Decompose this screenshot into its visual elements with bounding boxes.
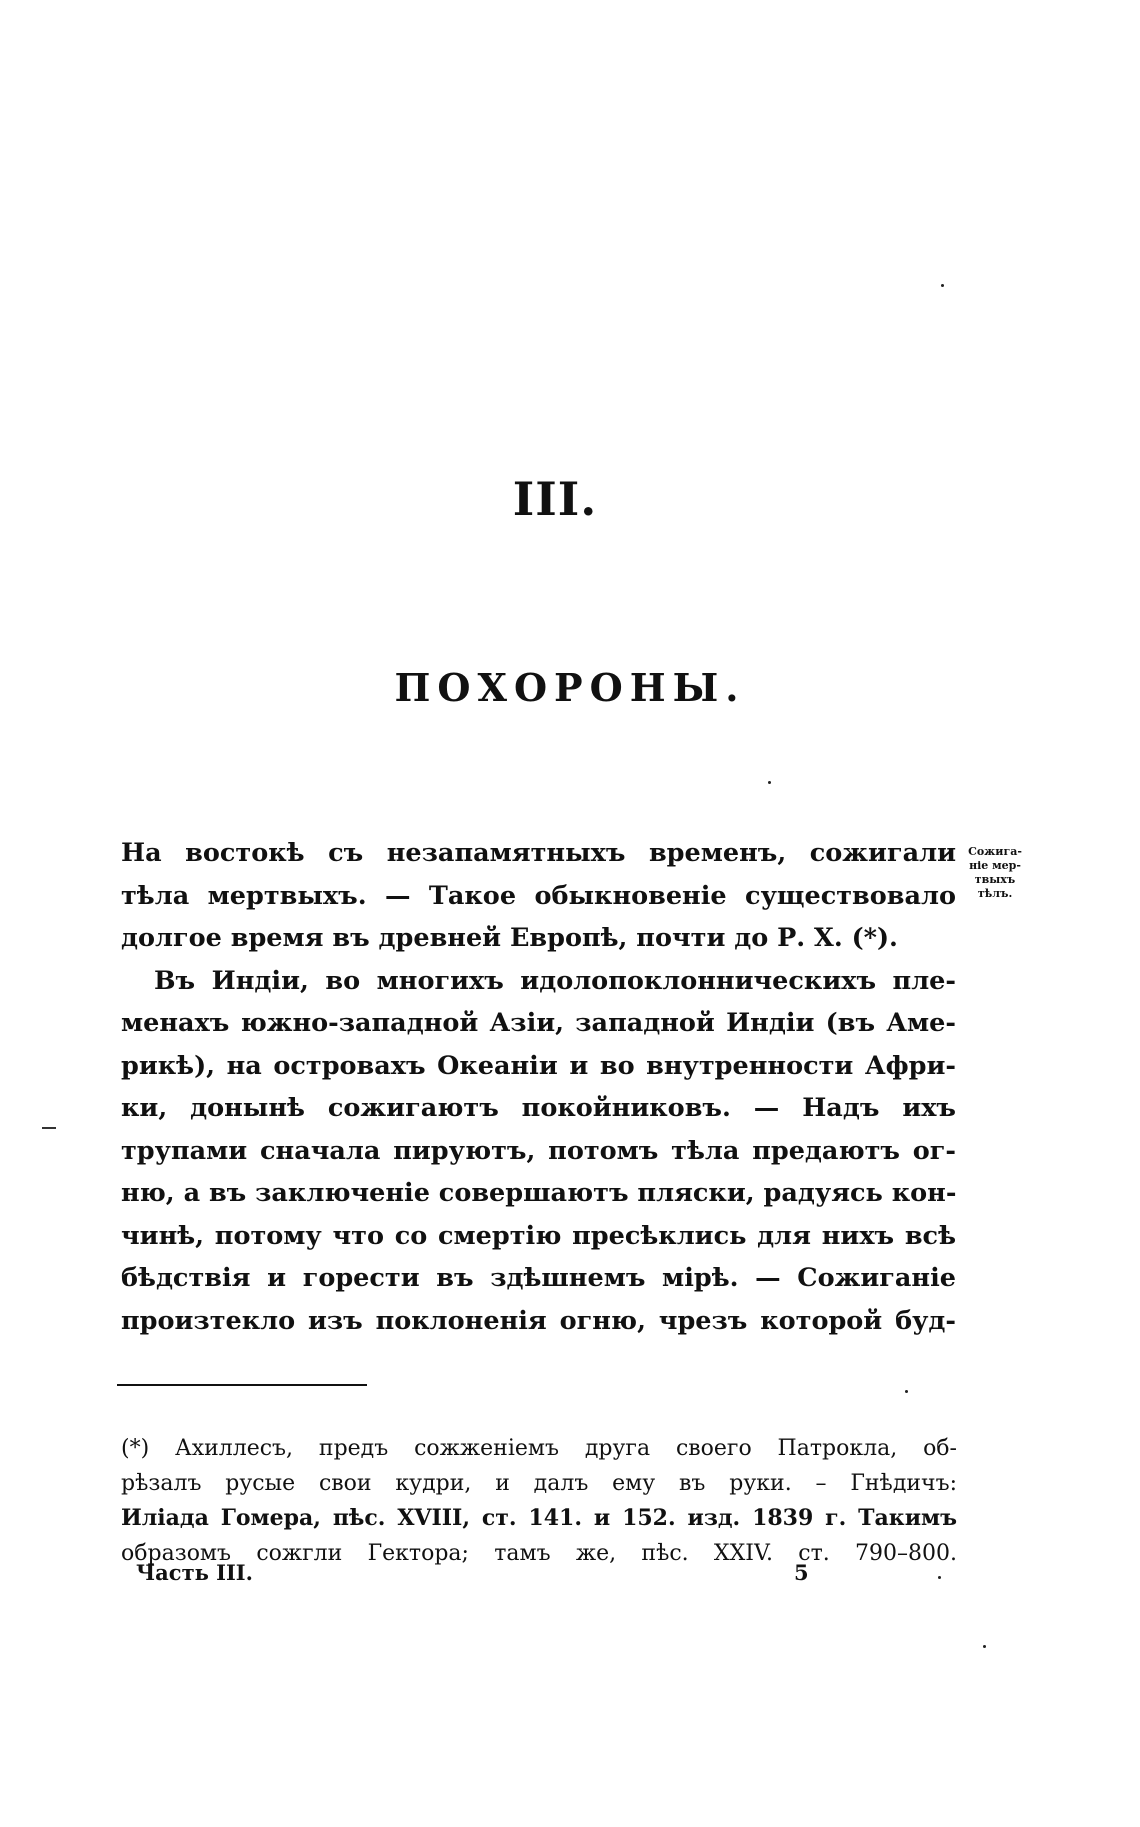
signature-mark: 5 bbox=[794, 1560, 809, 1585]
body-line: На востокѣ съ незапамятныхъ временъ, сожигали bbox=[121, 838, 956, 868]
body-line: бѣдствія и горести въ здѣшнемъ мірѣ. — Сожиганіе bbox=[121, 1263, 956, 1293]
scan-speck bbox=[983, 1645, 986, 1648]
footnote-line: образомъ сожгли Гектора; тамъ же, пѣс. XXIV. ст. 790–800. bbox=[121, 1541, 957, 1566]
body-line: ки, донынѣ сожигаютъ покойниковъ. — Надъ ихъ bbox=[121, 1093, 956, 1123]
body-line: рикѣ), на островахъ Океаніи и во внутренности Афри- bbox=[121, 1050, 956, 1081]
body-line: ню, а въ заключеніе совершаютъ пляски, радуясь кон- bbox=[121, 1178, 957, 1208]
footnote bbox=[121, 1431, 957, 1571]
body-line: тѣла мертвыхъ. — Такое обыкновеніе существовало bbox=[121, 880, 956, 911]
footnote-line: Иліада Гомера, пѣс. XVIII, ст. 141. и 152. изд. 1839 г. Такимъ bbox=[121, 1505, 957, 1531]
body-text bbox=[121, 832, 956, 1342]
footnote-line: рѣзалъ русые свои кудри, и далъ ему въ руки. – Гнѣдичъ: bbox=[121, 1471, 957, 1496]
body-line: Въ Индіи, во многихъ идолопоклонническихъ пле- bbox=[154, 965, 956, 996]
body-line: чинѣ, потому что со смертію пресѣклись для нихъ всѣ bbox=[121, 1220, 956, 1251]
body-line: менахъ южно-западной Азіи, западной Индіи (въ Аме- bbox=[121, 1008, 956, 1038]
scan-mark bbox=[42, 1127, 56, 1129]
scan-speck bbox=[938, 1576, 941, 1579]
body-line: долгое время въ древней Европѣ, почти до Р. Х. (*). bbox=[121, 923, 898, 953]
chapter-title: ПОХОРОНЫ. bbox=[394, 665, 746, 710]
margin-note-line: ніе мер- bbox=[969, 859, 1021, 872]
margin-note-line: тѣлъ. bbox=[977, 887, 1013, 900]
body-line: трупами сначала пируютъ, потомъ тѣла предаютъ ог- bbox=[121, 1135, 956, 1166]
margin-note-line: Сожига- bbox=[968, 845, 1022, 858]
chapter-number: III. bbox=[512, 472, 598, 526]
body-line: произтекло изъ поклоненія огню, чрезъ которой буд- bbox=[121, 1305, 956, 1336]
margin-note-line: твыхъ bbox=[974, 873, 1016, 886]
scan-speck bbox=[941, 284, 944, 287]
scan-speck bbox=[768, 781, 771, 784]
footnote-line: (*) Ахиллесъ, предъ сожженіемъ друга своего Патрокла, об- bbox=[121, 1436, 957, 1461]
scan-speck bbox=[905, 1390, 908, 1393]
footer-part-label: Часть III. bbox=[136, 1560, 253, 1585]
margin-note bbox=[960, 845, 1030, 901]
footnote-rule bbox=[117, 1384, 367, 1386]
